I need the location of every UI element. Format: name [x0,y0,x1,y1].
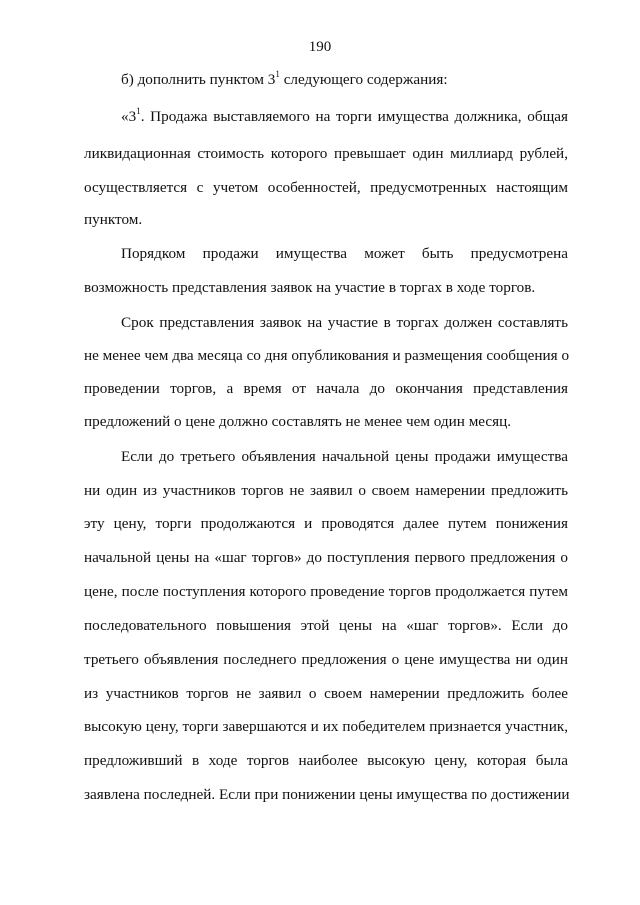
text-line: осуществляется с учетом особенностей, предусмотренных настоящим [84,179,568,196]
text-line: возможность представления заявок на участие в торгах в ходе торгов. [84,279,536,296]
text-line: предложивший в ходе торгов наиболее высокую цену, которая была [84,752,568,769]
text-line: последовательного повышения этой цены на «шаг торгов». Если до [84,617,568,634]
text-line: высокую цену, торги завершаются и их победителем признается участник, [84,718,568,735]
text-line: третьего объявления последнего предложения о цене имущества ни один [84,651,568,668]
point-heading-superscript: 1 [136,106,141,116]
text-line: заявлена последней. Если при понижении цены имущества по достижении [84,786,570,803]
page-number: 190 [308,39,332,55]
text-line: проведении торгов, а время от начала до окончания представления [84,380,568,397]
text-line: цене, после поступления которого проведение торгов продолжается путем [84,583,568,600]
point-heading-text: . Продажа выставляемого на торги имущества должника, общая [140,108,568,125]
point-heading-open: «3 [121,108,137,125]
text-line: начальной цены на «шаг торгов» до поступления первого предложения о [84,549,568,566]
text-line: не менее чем два месяца со дня опубликования и размещения сообщения о [84,347,570,364]
amendment-intro-line [121,70,568,90]
text-line: Порядком продажи имущества может быть предусмотрена [121,245,568,262]
text-line: Срок представления заявок на участие в торгах должен составлять [121,314,568,331]
amendment-intro-superscript: 1 [275,69,280,79]
text-line: ликвидационная стоимость которого превышает один миллиард рублей, [84,145,568,162]
text-line: пунктом. [84,211,143,228]
text-line: ни один из участников торгов не заявил о своем намерении предложить [84,482,568,499]
text-line: Если до третьего объявления начальной цены продажи имущества [121,448,568,465]
text-line: предложений о цене должно составлять не менее чем один месяц. [84,413,512,430]
amendment-intro-text: б) дополнить пунктом 3 [121,71,276,88]
amendment-intro-text-end: следующего содержания: [279,71,448,88]
text-line: эту цену, торги продолжаются и проводятся далее путем понижения [84,515,568,532]
point-heading-line [121,107,568,127]
text-line: из участников торгов не заявил о своем намерении предложить более [84,685,568,702]
